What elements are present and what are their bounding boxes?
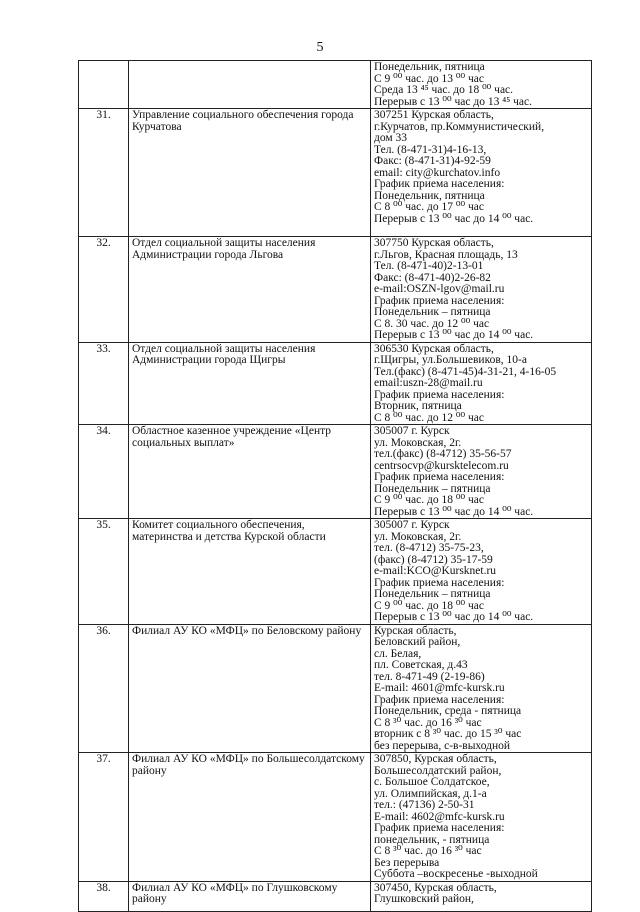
contact-line: Понедельник, среда - пятница <box>374 705 522 717</box>
contact-line: пл. Советская, д.43 <box>374 659 468 671</box>
contact-info <box>371 519 592 625</box>
contact-info <box>371 61 592 109</box>
organization-name: Филиал АУ КО «МФЦ» по Беловскому району <box>129 624 371 753</box>
table-row <box>79 109 592 237</box>
contact-line: email: city@kurchatov.info <box>374 166 501 179</box>
organization-name: Филиал АУ КО «МФЦ» по Большесолдатскому району <box>129 753 371 882</box>
contact-line: Факс: (8-471-31)4-92-59 <box>374 155 491 167</box>
organization-name: Отдел социальной защиты населения Администрации города Льгова <box>129 237 371 343</box>
organization-name: Управление социального обеспечения города Курчатова <box>129 109 371 237</box>
contact-info <box>371 881 592 911</box>
contact-line: Понедельник, пятница <box>374 61 485 73</box>
table-row <box>79 519 592 625</box>
table-row <box>79 753 592 882</box>
row-number: 31. <box>79 109 129 237</box>
contact-line: 307251 Курская область, <box>374 109 494 121</box>
contact-line: Суббота –воскресенье -выходной <box>374 868 538 880</box>
contact-line: тел.(факс) (8-4712) 35-56-57 <box>374 448 512 460</box>
contact-line: вторник с 8 ³⁰ час. до 15 ³⁰ час <box>374 728 522 740</box>
contact-line: e-mail:KCO@Kursknet.ru <box>374 565 497 577</box>
organization-name: Филиал АУ КО «МФЦ» по Глушковскому району <box>129 881 371 911</box>
contact-line: Вторник, пятница <box>374 400 462 412</box>
contact-line: График приема населения: <box>374 388 505 401</box>
organization-name: Комитет социального обеспечения, материнства и детства Курской области <box>129 519 371 625</box>
contact-line: Понедельник – пятница <box>374 482 491 495</box>
contact-line: Тел. (8-471-31)4-16-13, <box>374 143 487 156</box>
contact-line: Глушковский район, <box>374 893 474 905</box>
contact-line: Большесолдатский район, <box>374 764 502 777</box>
contact-line: С 8. 30 час. до 12 ⁰⁰ час <box>374 317 490 330</box>
contact-line: С 9 ⁰⁰ час. до 13 ⁰⁰ час <box>374 72 484 85</box>
contact-info <box>371 753 592 882</box>
contact-line: 305007 г. Курск <box>374 425 450 437</box>
row-number: 37. <box>79 753 129 882</box>
contact-line: Тел.(факс) (8-471-45)4-31-21, 4-16-05 <box>374 365 557 378</box>
row-number: 33. <box>79 342 129 425</box>
contact-line: Понедельник – пятница <box>374 588 491 600</box>
contact-line: Курская область, <box>374 624 457 637</box>
page-number: 5 <box>316 40 324 55</box>
contact-info <box>371 624 592 753</box>
table-row <box>79 342 592 425</box>
contact-line: С 8 ³⁰ час. до 16 ³⁰ час <box>374 845 482 857</box>
contact-line: ул. Олимпийская, д.1-а <box>374 787 487 800</box>
contact-line: 306530 Курская область, <box>374 342 494 355</box>
contact-line: Перерыв с 13 ⁰⁰ час до 14 ⁰⁰ час. <box>374 329 534 341</box>
row-number <box>79 61 129 109</box>
contact-line: Без перерыва <box>374 856 440 869</box>
contact-line: График приема населения: <box>374 294 505 307</box>
organization-name <box>129 61 371 109</box>
contact-info <box>371 342 592 425</box>
table-row <box>79 881 592 911</box>
row-number: 32. <box>79 237 129 343</box>
contact-line: С 9 ⁰⁰ час. до 18 ⁰⁰ час <box>374 494 484 506</box>
row-number: 38. <box>79 881 129 911</box>
contact-line: г.Льгов, Красная площадь, 13 <box>374 248 518 261</box>
contact-line: График приема населения: <box>374 822 505 834</box>
table-row <box>79 61 592 109</box>
contact-line: 307750 Курская область, <box>374 237 494 249</box>
contact-line: E-mail: 4601@mfc-kursk.ru <box>374 682 505 694</box>
contact-line: Перерыв с 13 ⁰⁰ час до 14 ⁰⁰ час. <box>374 212 534 225</box>
contact-line: ул. Моковская, 2г. <box>374 530 462 543</box>
contact-line: С 9 ⁰⁰ час. до 18 ⁰⁰ час <box>374 599 484 612</box>
contact-line: сл. Белая, <box>374 647 422 660</box>
contact-line: E-mail: 4602@mfc-kursk.ru <box>374 810 505 823</box>
contact-line: без перерыва, с-в-выходной <box>374 739 511 752</box>
contact-line: График приема населения: <box>374 178 505 190</box>
contact-line: Тел. (8-471-40)2-13-01 <box>374 260 484 272</box>
contact-line: С 8 ³⁰ час. до 16 ³⁰ час <box>374 716 482 729</box>
row-number: 34. <box>79 425 129 519</box>
contact-line: С 8 ⁰⁰ час. до 17 ⁰⁰ час <box>374 201 484 213</box>
contact-line: с. Большое Солдатское, <box>374 776 490 788</box>
contact-line: График приема населения: <box>374 576 505 589</box>
row-number: 36. <box>79 624 129 753</box>
row-number: 35. <box>79 519 129 625</box>
contact-info <box>371 237 592 343</box>
contact-line: email:uszn-28@mail.ru <box>374 377 483 389</box>
contact-line: Понедельник, пятница <box>374 189 485 202</box>
contact-line: г.Курчатов, пр.Коммунистический, <box>374 120 545 133</box>
organization-name: Областное казенное учреждение «Центр социальных выплат» <box>129 425 371 519</box>
contact-line: 307450, Курская область, <box>374 881 497 894</box>
contact-line: ул. Моковская, 2г. <box>374 436 462 449</box>
contact-line: тел.: (47136) 2-50-31 <box>374 799 475 811</box>
contact-line: centrsocvp@kursktelecom.ru <box>374 459 509 472</box>
contact-line: дом 33 <box>374 132 408 144</box>
contact-line: (факс) (8-4712) 35-17-59 <box>374 553 493 566</box>
contact-line: Беловский район, <box>374 636 461 648</box>
contact-line: Перерыв с 13 ⁰⁰ час до 14 ⁰⁰ час. <box>374 611 534 623</box>
contact-line: Факс: (8-471-40)2-26-82 <box>374 271 491 284</box>
contact-line: Среда 13 ⁴⁵ час. до 18 ⁰⁰ час. <box>374 84 514 96</box>
contact-line: понедельник, - пятница <box>374 833 490 846</box>
contact-line: График приема населения: <box>374 693 505 706</box>
contact-line: e-mail:OSZN-lgov@mail.ru <box>374 283 505 295</box>
table-row <box>79 425 592 519</box>
contact-line: г.Щигры, ул.Большевиков, 10-а <box>374 354 527 366</box>
contact-line: График приема населения: <box>374 471 505 483</box>
table-row <box>79 624 592 753</box>
contact-info <box>371 109 592 237</box>
contact-line: С 8 ⁰⁰ час. до 12 ⁰⁰ час <box>374 411 484 424</box>
contact-line: Перерыв с 13 ⁰⁰ час до 13 ⁴⁵ час. <box>374 95 532 108</box>
contact-line: Понедельник – пятница <box>374 306 491 318</box>
contact-line: 307850, Курская область, <box>374 753 497 765</box>
organizations-table <box>78 60 592 912</box>
contact-line: тел. 8-471-49 (2-19-86) <box>374 670 485 683</box>
table-row <box>79 237 592 343</box>
contact-line: Перерыв с 13 ⁰⁰ час до 14 ⁰⁰ час. <box>374 505 534 518</box>
contact-info <box>371 425 592 519</box>
organization-name: Отдел социальной защиты населения Администрации города Щигры <box>129 342 371 425</box>
contact-line: 305007 г. Курск <box>374 519 450 531</box>
contact-line: тел. (8-4712) 35-75-23, <box>374 542 484 554</box>
